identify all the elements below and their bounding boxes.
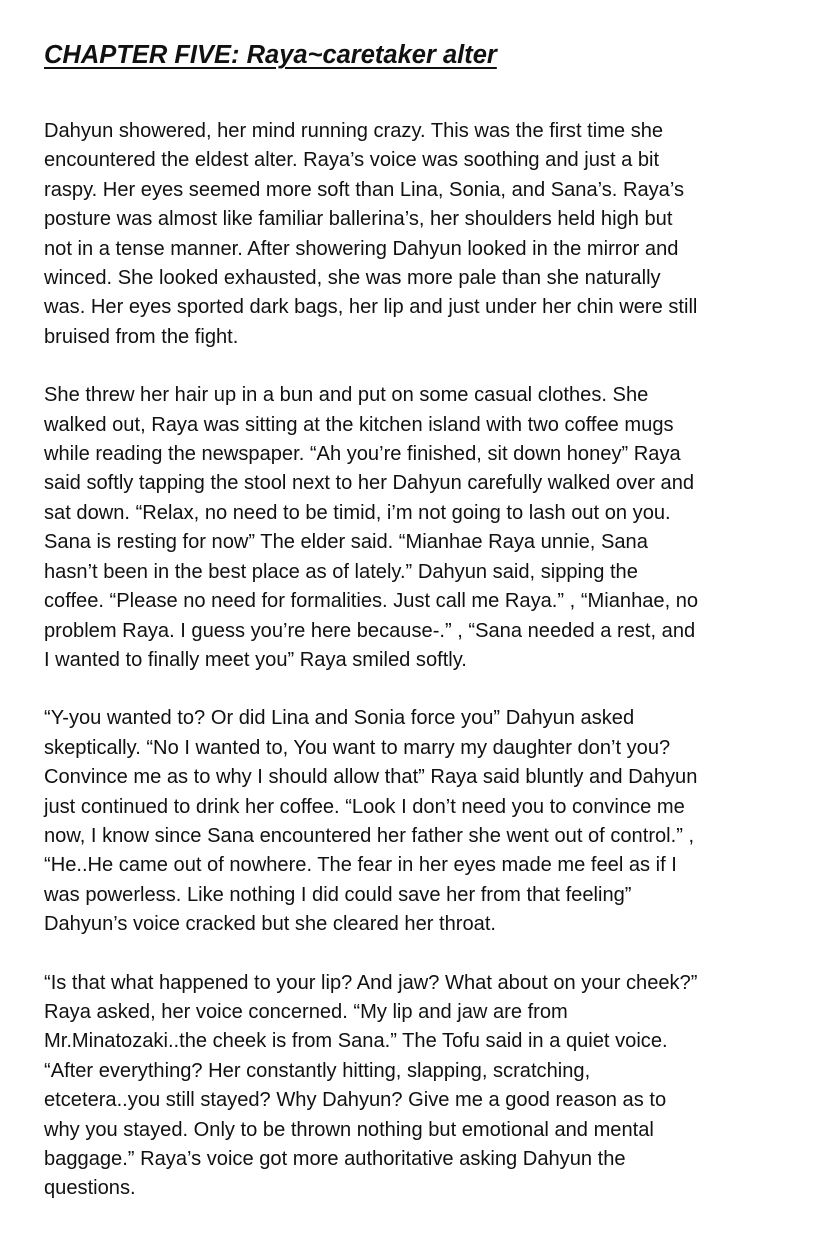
text-line: “Y-you wanted to? Or did Lina and Sonia force you” Dahyun asked xyxy=(44,707,635,730)
text-line: said softly tapping the stool next to her Dahyun carefully walked over and xyxy=(44,472,695,495)
text-line: Dahyun showered, her mind running crazy. This was the first time she xyxy=(44,120,664,142)
text-line: now, I know since Sana encountered her father she went out of control.” , xyxy=(44,824,695,847)
chapter-title: CHAPTER FIVE: Raya~caretaker alter xyxy=(44,41,497,69)
text-line: I wanted to finally meet you” Raya smiled softly. xyxy=(44,648,467,671)
paragraph xyxy=(44,381,784,675)
paragraph xyxy=(44,117,784,352)
text-line: sat down. “Relax, no need to be timid, i’m not going to lash out on you. xyxy=(44,501,671,524)
text-line: just continued to drink her coffee. “Look I don’t need you to convince me xyxy=(44,795,685,818)
text-line: why you stayed. Only to be thrown nothing but emotional and mental xyxy=(44,1118,654,1141)
text-line: problem Raya. I guess you’re here because-.” , “Sana needed a rest, and xyxy=(44,619,696,642)
text-line: encountered the eldest alter. Raya’s voice was soothing and just a bit xyxy=(44,149,660,172)
text-line: not in a tense manner. After showering Dahyun looked in the mirror and xyxy=(44,237,679,260)
text-line: skeptically. “No I wanted to, You want to marry my daughter don’t you? xyxy=(44,736,671,759)
text-line: walked out, Raya was sitting at the kitchen island with two coffee mugs xyxy=(44,413,674,436)
text-line: etcetera..you still stayed? Why Dahyun? Give me a good reason as to xyxy=(44,1089,667,1112)
text-line: Raya asked, her voice concerned. “My lip and jaw are from xyxy=(44,1000,568,1023)
paragraph xyxy=(44,969,784,1204)
text-line: while reading the newspaper. “Ah you’re finished, sit down honey” Raya xyxy=(44,443,681,466)
text-line: coffee. “Please no need for formalities. Just call me Raya.” , “Mianhae, no xyxy=(44,590,699,613)
text-line: posture was almost like familiar ballerina’s, her shoulders held high but xyxy=(44,208,673,231)
text-line: “He..He came out of nowhere. The fear in her eyes made me feel as if I xyxy=(44,854,677,877)
text-line: was. Her eyes sported dark bags, her lip and just under her chin were still xyxy=(44,296,698,319)
text-line: Convince me as to why I should allow that” Raya said bluntly and Dahyun xyxy=(44,766,698,789)
text-line: winced. She looked exhausted, she was more pale than she naturally xyxy=(44,267,661,290)
body-text xyxy=(44,117,784,1204)
text-line: Dahyun’s voice cracked but she cleared her throat. xyxy=(44,913,496,936)
text-line: She threw her hair up in a bun and put on some casual clothes. She xyxy=(44,384,649,407)
text-line: was powerless. Like nothing I did could save her from that feeling” xyxy=(44,883,632,906)
text-line: hasn’t been in the best place as of lately.” Dahyun said, sipping the xyxy=(44,560,638,583)
text-line: Mr.Minatozaki..the cheek is from Sana.” The Tofu said in a quiet voice. xyxy=(44,1030,668,1053)
text-line: baggage.” Raya’s voice got more authoritative asking Dahyun the xyxy=(44,1148,626,1170)
document-page xyxy=(44,38,784,1233)
text-line: questions. xyxy=(44,1177,136,1200)
text-line: bruised from the fight. xyxy=(44,325,239,348)
text-line: raspy. Her eyes seemed more soft than Lina, Sonia, and Sana’s. Raya’s xyxy=(44,178,685,201)
text-line: Sana is resting for now” The elder said. “Mianhae Raya unnie, Sana xyxy=(44,531,648,554)
text-line: “Is that what happened to your lip? And jaw? What about on your cheek?” xyxy=(44,971,698,994)
text-line: “After everything? Her constantly hitting, slapping, scratching, xyxy=(44,1059,591,1082)
paragraph xyxy=(44,704,784,939)
